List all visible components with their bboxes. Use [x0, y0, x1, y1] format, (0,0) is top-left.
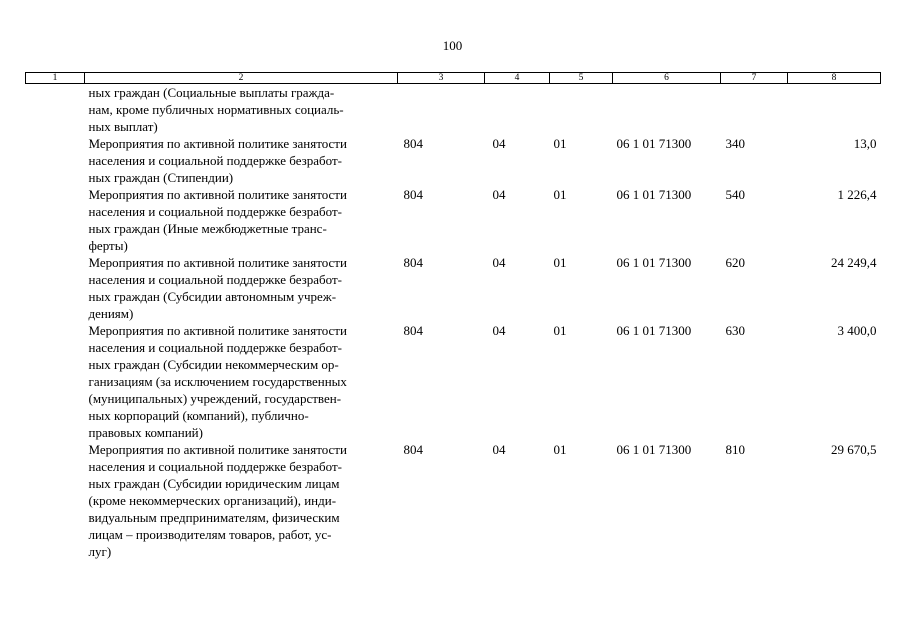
expense-name-line: ных граждан (Субсидии автономным учреж-: [88, 289, 337, 304]
expense-name-cell: [85, 135, 398, 186]
row-number-cell: [26, 441, 85, 560]
expense-name-line: населения и социальной поддержке безработ-: [88, 459, 342, 474]
grbs-code-cell: 804: [403, 136, 423, 151]
column-header: 1: [26, 73, 85, 84]
expense-name-line: Мероприятия по активной политике занятости: [88, 255, 347, 270]
expense-name-line: (муниципальных) учреждений, государствен-: [88, 391, 342, 406]
expense-name-line: ных корпораций (компаний), публично-: [88, 408, 309, 423]
expense-name-cell: [85, 186, 398, 254]
expense-name-line: ферты): [88, 238, 128, 253]
table-row: [26, 84, 881, 136]
expense-name-line: населения и социальной поддержке безработ-: [88, 153, 342, 168]
expense-name-line: Мероприятия по активной политике занятости: [88, 442, 347, 457]
expense-name-line: лицам – производителям товаров, работ, ус-: [88, 527, 332, 542]
target-article-cell: 06 1 01 71300: [616, 187, 692, 202]
column-header: 5: [550, 73, 613, 84]
row-number-cell: [26, 186, 85, 254]
target-article-cell: 06 1 01 71300: [616, 442, 692, 457]
expense-name-cell: [85, 322, 398, 441]
target-article-cell: 06 1 01 71300: [616, 255, 692, 270]
grbs-code-cell: 804: [403, 442, 423, 457]
expense-type-cell: 540: [725, 187, 745, 202]
row-number-cell: [26, 84, 85, 136]
expense-name-cell: [85, 441, 398, 560]
expense-type-cell: [721, 84, 788, 136]
column-header: 7: [721, 73, 788, 84]
section-code-cell: 04: [492, 136, 506, 151]
section-code-cell: [485, 84, 550, 136]
section-code-cell: 04: [492, 323, 506, 338]
expense-name-line: ных граждан (Стипендии): [88, 170, 234, 185]
expense-type-cell: 620: [725, 255, 745, 270]
expense-name-line: ганизациям (за исключением государственных: [88, 374, 347, 389]
expense-name-cell: [85, 254, 398, 322]
section-code-cell: 04: [492, 187, 506, 202]
grbs-code-cell: [398, 84, 485, 136]
expense-name-line: ных выплат): [88, 119, 158, 134]
expense-name-line: луг): [88, 544, 112, 559]
amount-cell: 1 226,4: [837, 187, 877, 202]
subsection-code-cell: 01: [553, 442, 567, 457]
expense-name-line: дениям): [88, 306, 134, 321]
expense-name-line: ных граждан (Иные межбюджетные транс-: [88, 221, 327, 236]
expense-name-line: (кроме некоммерческих организаций), инди-: [88, 493, 337, 508]
amount-cell: 13,0: [853, 136, 877, 151]
expense-name-line: Мероприятия по активной политике занятости: [88, 323, 347, 338]
expense-type-cell: 340: [725, 136, 745, 151]
subsection-code-cell: 01: [553, 187, 567, 202]
table-row: [26, 322, 881, 441]
page-number: 100: [442, 38, 463, 53]
grbs-code-cell: 804: [403, 255, 423, 270]
expense-name-line: Мероприятия по активной политике занятости: [88, 187, 347, 202]
amount-cell: 29 670,5: [831, 442, 877, 457]
table-row: [26, 186, 881, 254]
subsection-code-cell: 01: [553, 323, 567, 338]
budget-table: [25, 72, 881, 560]
expense-name-line: Мероприятия по активной политике занятости: [88, 136, 347, 151]
column-number-header-row: [26, 73, 881, 84]
column-header: 3: [398, 73, 485, 84]
grbs-code-cell: 804: [403, 187, 423, 202]
table-row: [26, 254, 881, 322]
expense-name-line: нам, кроме публичных нормативных социаль-: [88, 102, 344, 117]
expense-type-cell: 810: [725, 442, 745, 457]
expense-type-cell: 630: [725, 323, 745, 338]
expense-name-line: ных граждан (Субсидии юридическим лицам: [88, 476, 340, 491]
subsection-code-cell: [550, 84, 613, 136]
column-header: 4: [485, 73, 550, 84]
expense-name-line: населения и социальной поддержке безработ-: [88, 272, 342, 287]
expense-name-line: видуальным предпринимателям, физическим: [88, 510, 340, 525]
row-number-cell: [26, 322, 85, 441]
expense-name-line: ных граждан (Социальные выплаты гражда-: [88, 85, 335, 100]
grbs-code-cell: 804: [403, 323, 423, 338]
expense-name-line: правовых компаний): [88, 425, 203, 440]
target-article-cell: [613, 84, 721, 136]
column-header: 6: [613, 73, 721, 84]
column-header: 8: [788, 73, 881, 84]
table-row: [26, 135, 881, 186]
subsection-code-cell: 01: [553, 255, 567, 270]
expense-name-line: ных граждан (Субсидии некоммерческим ор-: [88, 357, 339, 372]
column-header: 2: [85, 73, 398, 84]
section-code-cell: 04: [492, 255, 506, 270]
subsection-code-cell: 01: [553, 136, 567, 151]
target-article-cell: 06 1 01 71300: [616, 323, 692, 338]
amount-cell: 3 400,0: [837, 323, 877, 338]
amount-cell: [788, 84, 881, 136]
table-row: [26, 441, 881, 560]
expense-name-line: населения и социальной поддержке безработ-: [88, 340, 342, 355]
expense-name-cell: [85, 84, 398, 136]
expense-name-line: населения и социальной поддержке безработ-: [88, 204, 342, 219]
target-article-cell: 06 1 01 71300: [616, 136, 692, 151]
section-code-cell: 04: [492, 442, 506, 457]
row-number-cell: [26, 254, 85, 322]
amount-cell: 24 249,4: [831, 255, 877, 270]
row-number-cell: [26, 135, 85, 186]
